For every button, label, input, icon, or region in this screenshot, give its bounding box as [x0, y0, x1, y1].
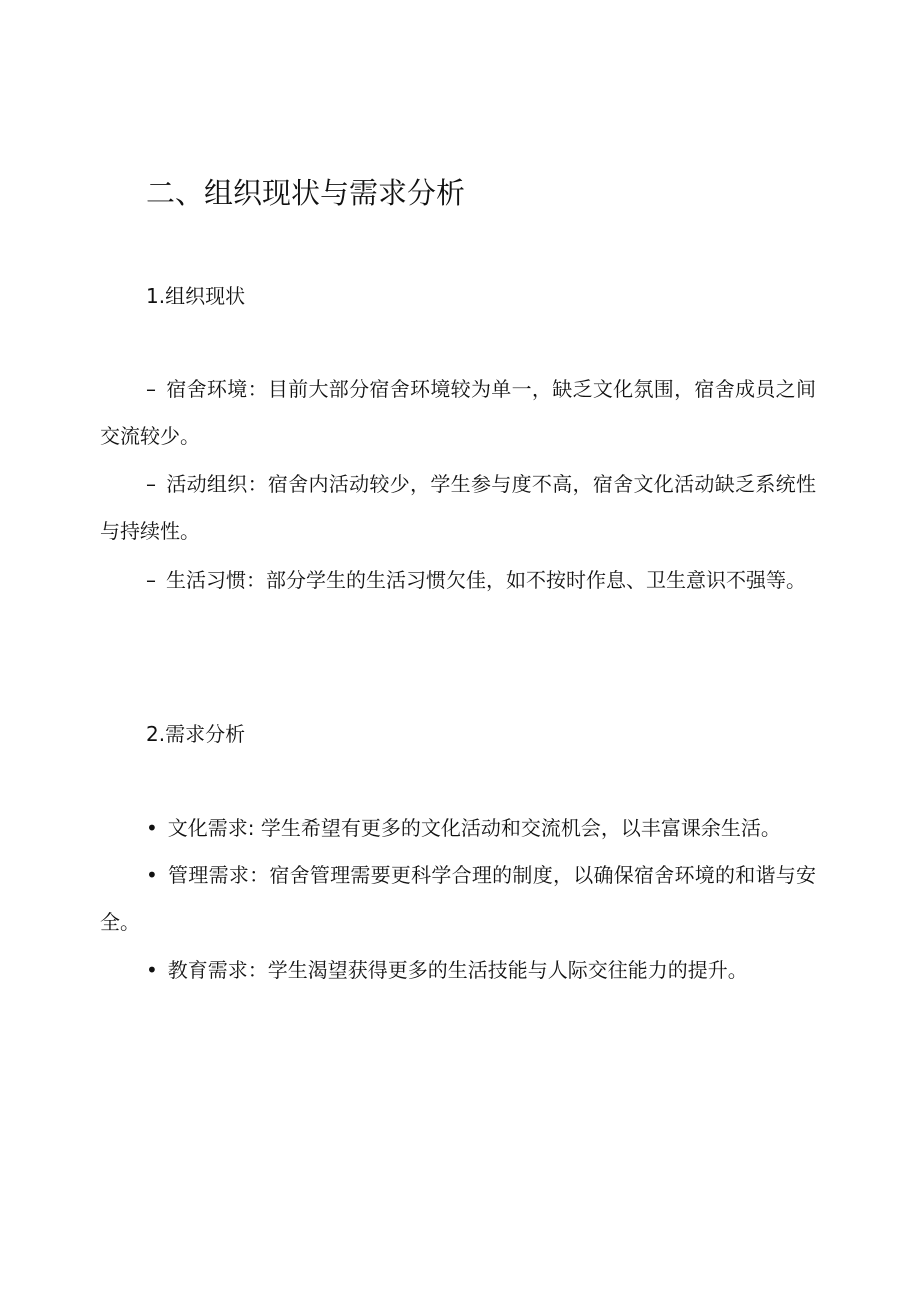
current-status-item-activity [100, 461, 816, 555]
dash-marker: – [146, 377, 156, 401]
item-label: 生活习惯 [166, 568, 246, 592]
label-separator: ： [247, 958, 268, 982]
item-text: 学生渴望获得更多的生活技能与人际交往能力的提升。 [267, 958, 748, 982]
needs-item-management [100, 852, 816, 946]
current-status-item-environment [100, 366, 816, 460]
dash-marker: – [146, 568, 156, 592]
item-label: 宿舍环境 [166, 377, 248, 401]
bullet-marker: • [146, 816, 158, 840]
label-separator: ： [247, 472, 268, 496]
bullet-marker: • [146, 958, 158, 982]
item-label: 管理需求 [167, 863, 250, 887]
label-separator: ： [247, 377, 268, 401]
item-text: 目前大部分宿舍环境较为单一，缺乏文化氛围，宿舍成员之间交流较少。 [100, 377, 816, 448]
current-status-item-habits [100, 557, 816, 604]
item-text: 宿舍管理需要更科学合理的制度，以确保宿舍环境的和谐与安全。 [100, 863, 817, 934]
current-status-title: 1.组织现状 [146, 284, 246, 308]
label-separator: ： [249, 863, 270, 887]
section-title: 二、组织现状与需求分析 [146, 176, 466, 210]
item-label: 活动组织 [166, 472, 248, 496]
label-separator: ： [246, 568, 266, 592]
bullet-marker: • [146, 863, 158, 887]
needs-analysis-title: 2.需求分析 [146, 722, 246, 746]
label-separator: : [247, 816, 261, 840]
item-label: 教育需求 [167, 958, 248, 982]
item-label: 文化需求 [167, 816, 248, 840]
needs-item-culture [100, 805, 816, 852]
item-text: 宿舍内活动较少，学生参与度不高，宿舍文化活动缺乏系统性与持续性。 [100, 472, 816, 543]
needs-item-education [100, 947, 816, 994]
dash-marker: – [146, 472, 156, 496]
item-text: 部分学生的生活习惯欠佳，如不按时作息、卫生意识不强等。 [266, 568, 806, 592]
item-text: 学生希望有更多的文化活动和交流机会，以丰富课余生活。 [260, 816, 781, 840]
